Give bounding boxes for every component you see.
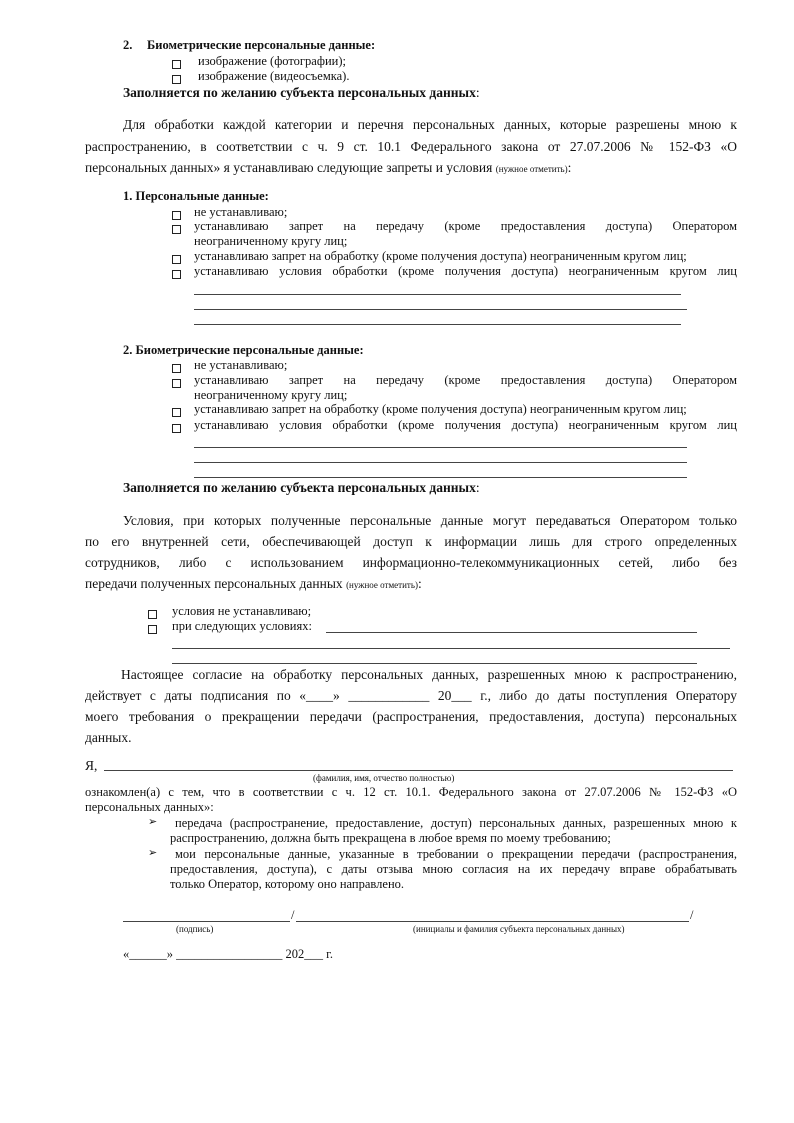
- cond-option-following: при следующих условиях:: [172, 619, 312, 633]
- cond-checkbox-following[interactable]: [148, 622, 157, 637]
- s1-checkbox-not-set[interactable]: [172, 208, 181, 223]
- bullet-2-line-1: мои персональные данные, указанные в требовании о прекращении передачи (распространения,: [175, 847, 737, 861]
- cond-checkbox-not-set[interactable]: [148, 607, 157, 622]
- section2-heading: 2. Биометрические персональные данные:: [123, 343, 364, 357]
- validity-line-2: действует с даты подписания по «____» ____________ 20___ г., либо до даты поступления Оператору: [85, 688, 737, 703]
- optional-note-text: Заполняется по желанию субъекта персональных данных: [123, 85, 476, 100]
- s1-option-processing-ban: устанавливаю запрет на обработку (кроме получения доступа) неограниченным кругом лиц;: [194, 249, 687, 263]
- checkbox-empty-icon: [172, 364, 181, 373]
- s2-conditions-fill-line-2[interactable]: [194, 462, 687, 463]
- ack-prefix: Я,: [85, 758, 98, 773]
- signature-caption: (подпись): [176, 924, 214, 934]
- checkbox-empty-icon: [172, 379, 181, 388]
- conditions-line-3: сотрудников, либо с использованием информационно-телекоммуникационных сетей, либо без: [85, 555, 737, 570]
- optional-note-2: [123, 480, 480, 496]
- validity-line-4: данных.: [85, 730, 132, 745]
- intro-line-3-end: :: [567, 160, 572, 175]
- bullet-1-line-1: передача (распространение, предоставление, доступ) персональных данных, разрешенных мною к: [175, 816, 737, 830]
- initials-surname-field[interactable]: [296, 921, 689, 922]
- arrowhead-bullet-icon: ➢: [148, 846, 158, 859]
- conditions-line-4-end: :: [417, 576, 422, 591]
- intro-line-3-text: персональных данных» я устанавливаю следующие запреты и условия: [85, 160, 493, 175]
- s2-option-transfer-ban-l1: устанавливаю запрет на передачу (кроме предоставления доступа) Оператором: [194, 373, 737, 387]
- s1-conditions-fill-line-3[interactable]: [194, 324, 681, 325]
- s1-checkbox-transfer-ban[interactable]: [172, 222, 181, 237]
- s2-checkbox-transfer-ban[interactable]: [172, 376, 181, 391]
- bullet-1-line-2: распространению, должна быть прекращена в любое время по моему требованию;: [170, 831, 611, 845]
- section1-heading: 1. Персональные данные:: [123, 189, 269, 203]
- s1-conditions-fill-line-1[interactable]: [194, 294, 681, 295]
- cond-fill-line-2[interactable]: [172, 648, 730, 649]
- section-heading-number: 2.: [123, 38, 133, 52]
- s1-option-processing-conditions: устанавливаю условия обработки (кроме получения доступа) неограниченным кругом лиц: [194, 264, 737, 278]
- option-video: изображение (видеосъемка).: [198, 69, 350, 83]
- checkbox-empty-icon: [172, 75, 181, 84]
- checkbox-photo[interactable]: [172, 57, 181, 72]
- s2-conditions-fill-line-3[interactable]: [194, 477, 687, 478]
- checkbox-empty-icon: [172, 60, 181, 69]
- s1-option-transfer-ban-l1: устанавливаю запрет на передачу (кроме предоставления доступа) Оператором: [194, 219, 737, 233]
- bullet-2-line-3: только Оператор, которому оно направлено.: [170, 877, 405, 891]
- signature-field[interactable]: [123, 921, 290, 922]
- s2-checkbox-not-set[interactable]: [172, 361, 181, 376]
- validity-line-1: Настоящее согласие на обработку персональных данных, разрешенных мною к распространению,: [121, 667, 737, 682]
- bullet-2-line-2: предоставления, доступа), с даты отзыва мною согласия на их передачу вправе обрабатывать: [170, 862, 737, 876]
- slash-separator: /: [291, 908, 295, 922]
- conditions-line-1: Условия, при которых полученные персональные данные могут передаваться Оператором только: [123, 513, 737, 528]
- s2-checkbox-processing-conditions[interactable]: [172, 421, 181, 436]
- s1-option-not-set: не устанавливаю;: [194, 205, 288, 219]
- checkbox-empty-icon: [172, 270, 181, 279]
- slash-separator-end: /: [690, 908, 694, 922]
- s1-checkbox-processing-ban[interactable]: [172, 252, 181, 267]
- initials-caption: (инициалы и фамилия субъекта персональных данных): [413, 924, 625, 934]
- checkbox-empty-icon: [172, 424, 181, 433]
- s2-option-not-set: не устанавливаю;: [194, 358, 288, 372]
- ack-line-1: ознакомлен(а) с тем, что в соответствии с ч. 12 ст. 10.1. Федерального закона от 27.07.2006 № 152-ФЗ «О: [85, 785, 737, 799]
- section-heading: Биометрические персональные данные:: [147, 38, 376, 52]
- conditions-line-4: [85, 576, 422, 592]
- cond-fill-line-3[interactable]: [172, 663, 697, 664]
- s2-option-processing-conditions: устанавливаю условия обработки (кроме получения доступа) неограниченным кругом лиц: [194, 418, 737, 432]
- checkbox-empty-icon: [148, 610, 157, 619]
- mark-needed-note: (нужное отметить): [346, 580, 418, 590]
- intro-line-2: распространению, в соответствии с ч. 9 ст. 10.1 Федерального закона от 27.07.2006 № 152-ФЗ «О: [85, 139, 737, 154]
- checkbox-empty-icon: [172, 211, 181, 220]
- conditions-line-4-text: передачи полученных персональных данных: [85, 576, 343, 591]
- cond-option-not-set: условия не устанавливаю;: [172, 604, 312, 618]
- ack-line-2: персональных данных»:: [85, 800, 214, 814]
- s2-conditions-fill-line-1[interactable]: [194, 447, 687, 448]
- checkbox-empty-icon: [172, 408, 181, 417]
- optional-note-colon: :: [475, 480, 480, 495]
- optional-note: [123, 85, 480, 101]
- arrowhead-bullet-icon: ➢: [148, 815, 158, 828]
- s2-checkbox-processing-ban[interactable]: [172, 405, 181, 420]
- validity-line-3: моего требования о прекращении передачи (распространения, предоставления, доступа) персональных: [85, 709, 737, 724]
- intro-line-1: Для обработки каждой категории и перечня персональных данных, которые разрешены мною к: [123, 117, 737, 132]
- s1-conditions-fill-line-2[interactable]: [194, 309, 687, 310]
- signature-date-line[interactable]: «______» _________________ 202___ г.: [123, 947, 333, 961]
- option-photo: изображение (фотографии);: [198, 54, 346, 68]
- conditions-line-2: по его внутренней сети, обеспечивающей доступ к информации лишь для строго определенных: [85, 534, 737, 549]
- checkbox-empty-icon: [172, 255, 181, 264]
- full-name-field[interactable]: [104, 770, 733, 771]
- mark-needed-note: (нужное отметить): [495, 164, 568, 174]
- s2-option-transfer-ban-l2: неограниченному кругу лиц;: [194, 388, 348, 402]
- s1-option-transfer-ban-l2: неограниченному кругу лиц;: [194, 234, 348, 248]
- full-name-caption: (фамилия, имя, отчество полностью): [313, 773, 455, 783]
- optional-note-text: Заполняется по желанию субъекта персональных данных: [123, 480, 476, 495]
- s2-option-processing-ban: устанавливаю запрет на обработку (кроме получения доступа) неограниченным кругом лиц;: [194, 402, 687, 416]
- s1-checkbox-processing-conditions[interactable]: [172, 267, 181, 282]
- optional-note-colon: :: [475, 85, 480, 100]
- checkbox-empty-icon: [148, 625, 157, 634]
- checkbox-empty-icon: [172, 225, 181, 234]
- intro-line-3: [85, 160, 571, 176]
- cond-fill-line-1[interactable]: [326, 632, 697, 633]
